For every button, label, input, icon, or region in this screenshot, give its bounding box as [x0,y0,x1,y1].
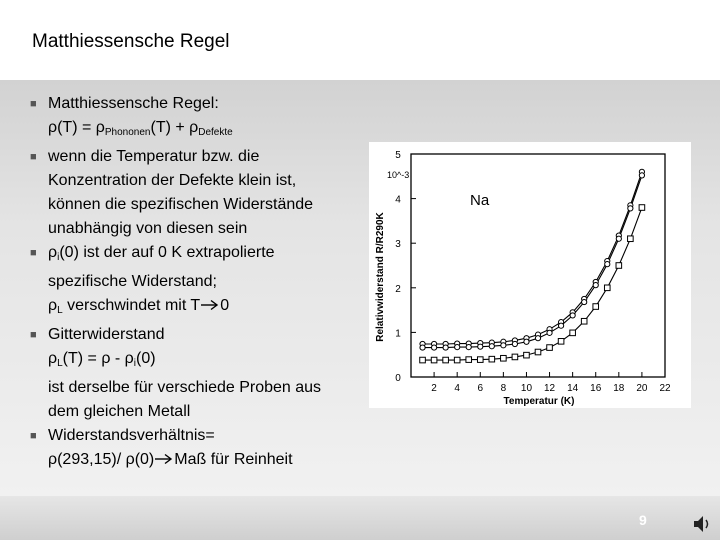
subscript: i [133,358,136,369]
bullet-line: spezifische Widerstand; [48,273,217,290]
data-point-square [524,352,530,358]
x-tick-label: 20 [636,383,648,394]
bullet-line: Widerstandsverhältnis= [48,427,215,444]
data-point-square [628,236,634,242]
data-point-circle [558,323,563,328]
bullet-list [30,92,360,472]
data-point-circle [570,313,575,318]
data-point-circle [501,343,506,348]
formula-text: ρ(293,15)/ ρ(0) [48,451,155,468]
data-point-square [570,330,576,336]
title-bar [0,0,720,80]
data-point-square [489,356,495,362]
data-point-square [547,345,553,351]
formula-text: ρ [48,350,58,367]
x-tick-label: 2 [431,383,437,394]
data-point-circle [605,262,610,267]
data-point-square [535,349,541,355]
slide-title: Matthiessensche Regel [32,31,230,52]
data-point-circle [431,345,436,350]
data-point-square [420,357,426,363]
formula-text: (0) [136,350,156,367]
bullet-line: unabhängig von diesen sein [48,220,248,237]
bullet-line: Gitterwiderstand [48,326,165,343]
subscript: Phononen [104,127,151,138]
y-tick-label: 5 [395,150,401,161]
data-point-square [466,357,472,363]
data-point-square [454,357,460,363]
bullet-item [30,241,360,323]
y-tick-label: 3 [395,239,401,251]
subscript: Defekte [198,127,233,138]
bullet-line: Matthiessensche Regel: [48,95,219,112]
x-tick-label: 6 [477,383,484,394]
x-tick-label: 4 [454,383,460,394]
formula-text: (T) = ρ - ρ [62,350,134,367]
data-point-circle [547,330,552,335]
y-tick-label: 1 [395,328,401,340]
series-line [423,172,642,344]
x-tick-label: 16 [590,383,602,394]
formula-line [48,294,360,323]
data-point-square [593,304,599,310]
chart-annotation: Na [470,192,490,209]
data-point-circle [616,236,621,241]
data-point-square [443,357,449,363]
series-line [423,208,642,361]
data-point-circle [466,345,471,350]
data-point-circle [512,341,517,346]
x-tick-label: 22 [659,383,671,394]
data-point-square [581,318,587,324]
data-point-square [512,354,518,360]
formula-line [48,241,360,270]
y-tick-label: 2 [395,283,401,295]
subscript: i [57,252,60,263]
bullet-line: dem gleichen Metall [48,403,191,420]
subscript: L [57,358,63,369]
bullet-square-icon: ■ [30,329,37,341]
y-axis-label: Relativwiderstand R/R290K [375,212,386,342]
bullet-item [30,424,360,472]
arrow-right-icon [200,299,220,311]
data-point-circle [524,339,529,344]
formula-text: Maß für Reinheit [174,451,293,468]
formula-line [48,448,360,472]
data-point-circle [639,173,644,178]
formula-text: ρ [48,297,58,314]
subscript: L [57,305,63,316]
formula-text: ρ [48,244,58,261]
footer-bar [0,496,720,540]
y-tick-label: 4 [395,194,401,206]
bullet-square-icon: ■ [30,151,37,163]
data-point-circle [582,299,587,304]
data-point-square [477,357,483,363]
resistance-chart [369,142,691,408]
bullet-square-icon: ■ [30,430,37,442]
bullet-item [30,323,360,424]
x-axis-label: Temperatur (K) [503,396,575,407]
data-point-circle [628,206,633,211]
data-point-circle [420,345,425,350]
data-point-square [616,263,622,269]
page-number: 9 [639,512,647,528]
formula-text: (T) + ρ [150,119,199,136]
formula-text: verschwindet mit T [62,297,201,314]
bullet-line: ist derselbe für verschiede Proben aus [48,379,322,396]
data-point-square [558,339,564,345]
x-tick-label: 18 [613,383,625,394]
arrow-right-icon [154,453,174,465]
data-point-circle [455,345,460,350]
bullet-square-icon: ■ [30,98,37,110]
bullet-item [30,145,360,241]
data-point-circle [593,283,598,288]
x-tick-label: 14 [567,383,579,394]
formula-text: (0) ist der auf 0 K extrapolierte [59,244,275,261]
bullet-line: wenn die Temperatur bzw. die [48,148,260,165]
y-unit-label: 10^-3 [387,170,410,180]
speaker-icon[interactable] [692,514,714,534]
x-tick-label: 12 [543,383,556,394]
bullet-line: Konzentration der Defekte klein ist, [48,172,297,189]
bullet-square-icon: ■ [30,247,37,259]
data-point-square [639,205,645,211]
bullet-line: können die spezifischen Widerstände [48,196,314,213]
y-tick-label: 0 [395,373,401,384]
formula-text: ρ(T) = ρ [48,119,105,136]
data-point-square [501,355,507,361]
data-point-square [431,357,437,363]
formula-line [48,347,360,376]
formula-text: 0 [220,297,230,314]
data-point-square [604,285,610,291]
data-point-circle [535,336,540,341]
x-tick-label: 8 [500,383,507,394]
bullet-item [30,92,360,145]
data-point-circle [443,345,448,350]
chart-markers [420,169,645,363]
formula-line [48,116,360,145]
data-point-circle [489,344,494,349]
x-tick-label: 10 [520,383,533,394]
data-point-circle [478,344,483,349]
resistance-figure [369,142,691,408]
